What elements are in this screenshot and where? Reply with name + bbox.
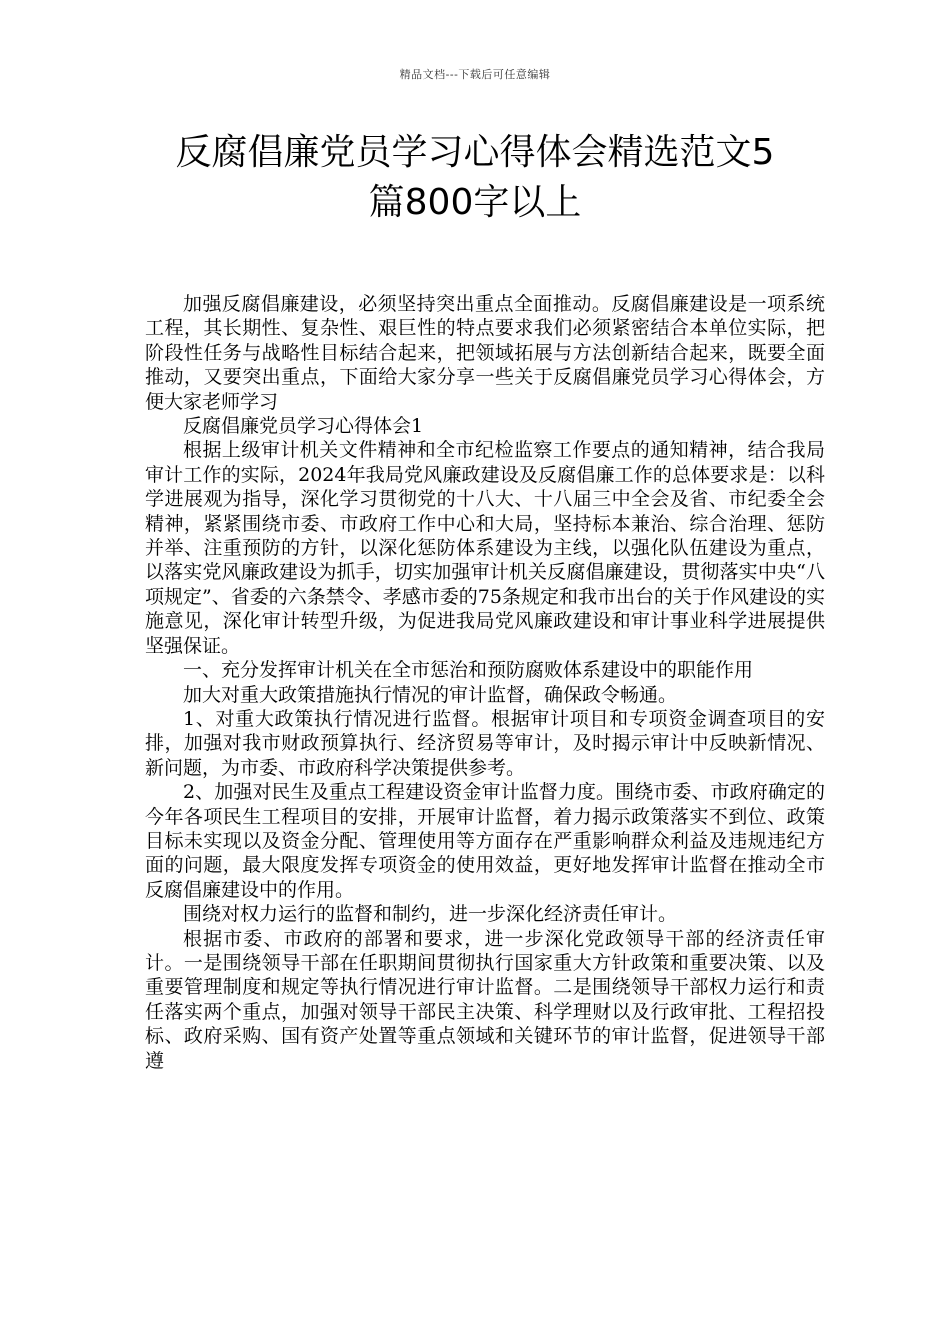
body-paragraph: 根据上级审计机关文件精神和全市纪检监察工作要点的通知精神，结合我局审计工作的实际，2024年我局党风廉政建设及反腐倡廉工作的总体要求是：以科学进展观为指导，深化学习贯彻党的十八大、十八届三中全会及省、市纪委全会精神，紧紧围绕市委、市政府工作中心和大局，坚持标本兼治、综合治理、惩防并举、注重预防的方针，以深化惩防体系建设为主线，以强化队伍建设为重点，以落实党风廉政建设为抓手，切实加强审计机关反腐倡廉建设，贯彻落实中央“八项规定”、省委的六条禁令、孝感市委的75条规定和我市出台的关于作风建设的实施意见，深化审计转型升级，为促进我局党风廉政建设和审计事业科学进展提供坚强保证。 <box>145 439 825 657</box>
document-title <box>120 128 830 228</box>
body-paragraph: 加大对重大政策措施执行情况的审计监督，确保政令畅通。 <box>183 683 678 706</box>
header-note: 精品文档---下载后可任意编辑 <box>399 68 551 81</box>
body-paragraph: 围绕对权力运行的监督和制约，进一步深化经济责任审计。 <box>183 903 678 926</box>
section-heading: 反腐倡廉党员学习心得体会1 <box>183 415 424 438</box>
subsection-heading: 一、充分发挥审计机关在全市惩治和预防腐败体系建设中的职能作用 <box>183 659 754 682</box>
document-body <box>145 292 825 1073</box>
body-paragraph: 1、对重大政策执行情况进行监督。根据审计项目和专项资金调查项目的安排，加强对我市财政预算执行、经济贸易等审计，及时揭示审计中反映新情况、新问题，为市委、市政府科学决策提供参考。 <box>145 707 825 779</box>
title-line-2: 篇800字以上 <box>368 182 582 223</box>
title-line-1: 反腐倡廉党员学习心得体会精选范文5 <box>175 132 775 173</box>
intro-paragraph: 加强反腐倡廉建设，必须坚持突出重点全面推动。反腐倡廉建设是一项系统工程，其长期性、复杂性、艰巨性的特点要求我们必须紧密结合本单位实际，把阶段性任务与战略性目标结合起来，把领域拓展与方法创新结合起来，既要全面推动，又要突出重点，下面给大家分享一些关于反腐倡廉党员学习心得体会，方便大家老师学习 <box>145 293 825 413</box>
body-paragraph: 2、加强对民生及重点工程建设资金审计监督力度。围绕市委、市政府确定的今年各项民生工程项目的安排，开展审计监督，着力揭示政策落实不到位、政策目标未实现以及资金分配、管理使用等方面存在严重影响群众利益及违规违纪方面的问题，最大限度发挥专项资金的使用效益，更好地发挥审计监督在推动全市反腐倡廉建设中的作用。 <box>145 781 825 901</box>
body-paragraph: 根据市委、市政府的部署和要求，进一步深化党政领导干部的经济责任审计。一是围绕领导干部在任职期间贯彻执行国家重大方针政策和重要决策、以及重要管理制度和规定等执行情况进行审计监督。二是围绕领导干部权力运行和责任落实两个重点，加强对领导干部民主决策、科学理财以及行政审批、工程招投标、政府采购、国有资产处置等重点领域和关键环节的审计监督，促进领导干部遵 <box>145 927 825 1072</box>
